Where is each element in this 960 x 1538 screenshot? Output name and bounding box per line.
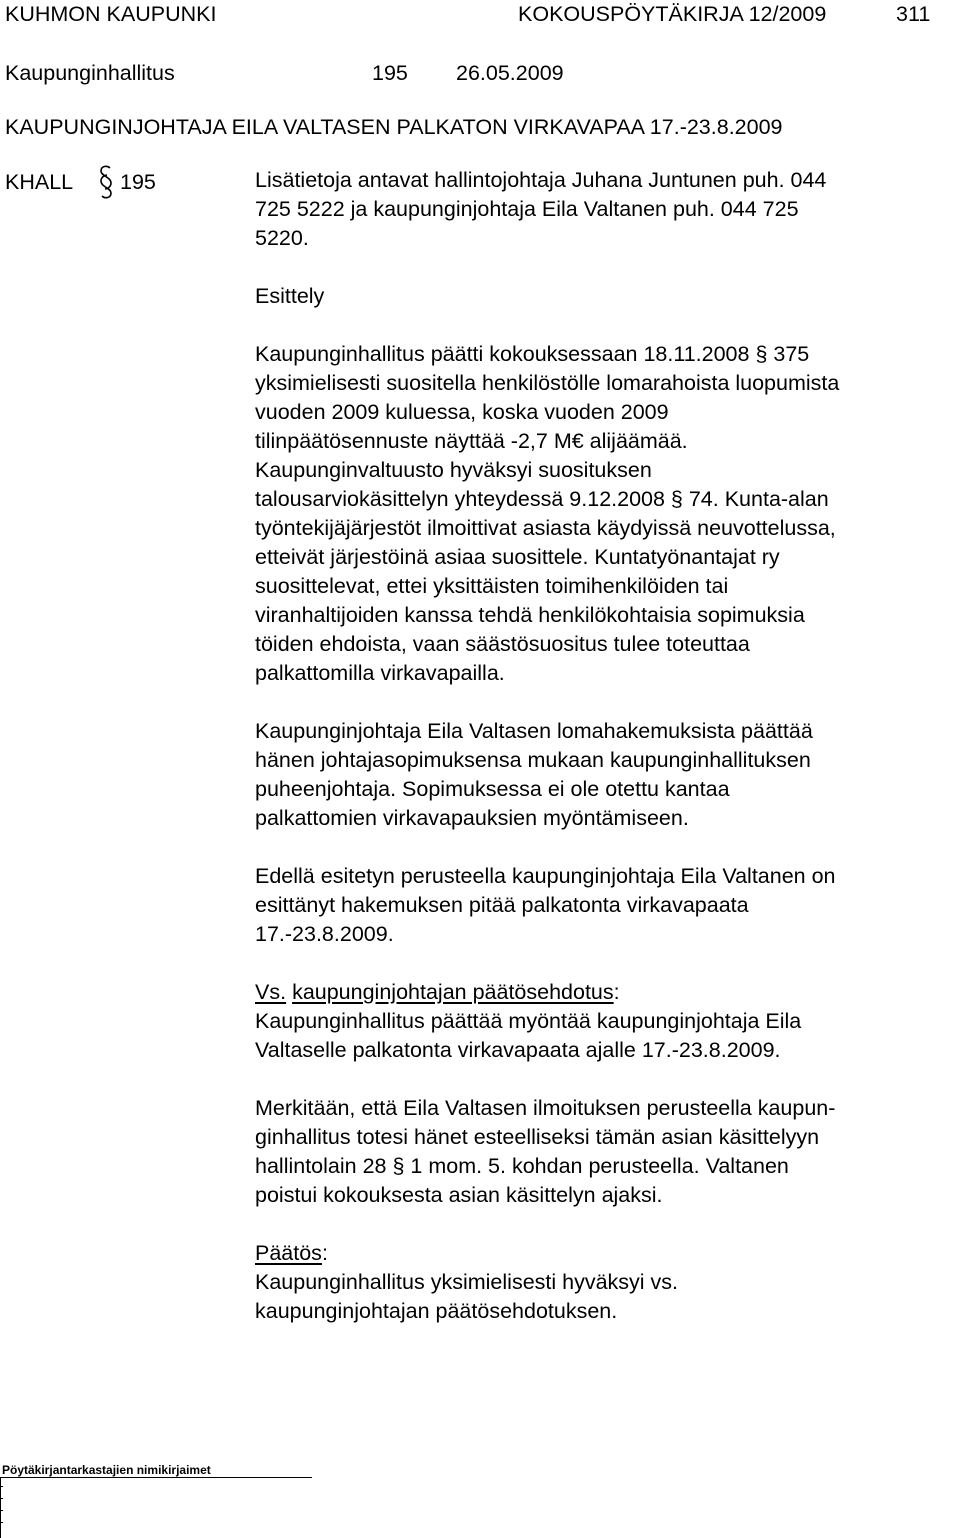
paragraph-line: suosittelevat, ettei yksittäisten toimihenkilöiden tai [255, 574, 729, 598]
info-line: 5220. [255, 226, 309, 250]
paragraph-line: Kaupunginjohtaja Eila Valtasen lomahakemuksista päättää [255, 719, 813, 743]
paragraph-line: Edellä esitetyn perusteella kaupunginjohtaja Eila Valtanen on [255, 864, 836, 888]
paragraph-line: esittänyt hakemuksen pitää palkatonta virkavapaata [255, 893, 749, 917]
paragraph-line: 17.-23.8.2009. [255, 922, 394, 946]
item-title: KAUPUNGINJOHTAJA EILA VALTASEN PALKATON VIRKAVAPAA 17.-23.8.2009 [5, 115, 783, 139]
proposal-heading [255, 978, 955, 1007]
paragraph-line: talousarviokäsittelyn yhteydessä 9.12.2008 § 74. Kunta-alan [255, 487, 829, 511]
signature-tick [0, 1486, 3, 1487]
page-number: 311 [896, 2, 931, 26]
paragraph-line: etteivät järjestöinä asiaa suosittele. Kuntatyönantajat ry [255, 545, 780, 569]
paragraph-line: poistui kokouksesta asian käsittelyn ajaksi. [255, 1183, 663, 1207]
paragraph-line: puheenjohtaja. Sopimuksessa ei ole otettu kantaa [255, 777, 730, 801]
paragraph-line: Merkitään, että Eila Valtasen ilmoituksen perusteella kaupun- [255, 1096, 836, 1120]
meeting-body: Kaupunginhallitus [5, 61, 175, 85]
decision-line: kaupunginjohtajan päätösehdotuksen. [255, 1299, 618, 1323]
section-number: 195 [372, 61, 408, 85]
meeting-date: 26.05.2009 [456, 61, 564, 85]
body-column [255, 166, 955, 1326]
signature-line [0, 1477, 312, 1478]
paragraph-line: työntekijäjärjestöt ilmoittivat asiasta käydyissä neuvottelussa, [255, 516, 836, 540]
paragraph-line: Kaupunginhallitus päätti kokouksessaan 18.11.2008 § 375 [255, 342, 810, 366]
decision-line: Kaupunginhallitus yksimielisesti hyväksyi vs. [255, 1270, 679, 1294]
section-sign-icon [98, 165, 114, 204]
paragraph-line: hänen johtajasopimuksensa mukaan kaupunginhallituksen [255, 748, 811, 772]
paragraph-line: tilinpäätösennuste näyttää -2,7 M€ alijäämää. [255, 429, 688, 453]
signature-box-edge [0, 1478, 1, 1538]
paragraph-line: vuoden 2009 kuluessa, koska vuoden 2009 [255, 400, 669, 424]
signature-tick [0, 1522, 3, 1523]
info-line: 725 5222 ja kaupunginjohtaja Eila Valtanen puh. 044 725 [255, 197, 799, 221]
paragraph-line: palkattomilla virkavapailla. [255, 661, 505, 685]
paragraph-line: töiden ehdoista, vaan säästösuositus tulee toteuttaa [255, 632, 750, 656]
signature-tick [0, 1498, 3, 1499]
decision-colon: : [321, 1241, 328, 1265]
proposal-vs: Vs. [255, 980, 287, 1004]
paragraph-line: hallintolain 28 § 1 mom. 5. kohdan perusteella. Valtanen [255, 1154, 789, 1178]
decision-heading [255, 1239, 955, 1268]
ref-org: KHALL [5, 170, 74, 194]
decision-label: Päätös [255, 1241, 322, 1265]
document-title: KOKOUSPÖYTÄKIRJA 12/2009 [518, 2, 827, 26]
paragraph-line: palkattomien virkavapauksien myöntämiseen. [255, 806, 689, 830]
paragraph-line: Kaupunginvaltuusto hyväksyi suosituksen [255, 458, 652, 482]
signatures-label: Pöytäkirjantarkastajien nimikirjaimet [2, 1463, 211, 1477]
esittely-heading: Esittely [255, 284, 325, 308]
ref-number: 195 [120, 170, 156, 194]
signature-tick [0, 1510, 3, 1511]
info-line: Lisätietoja antavat hallintojohtaja Juhana Juntunen puh. 044 [255, 168, 827, 192]
proposal-colon: : [613, 980, 620, 1004]
proposal-line: Kaupunginhallitus päättää myöntää kaupunginjohtaja Eila [255, 1009, 802, 1033]
proposal-line: Valtaselle palkatonta virkavapaata ajalle 17.-23.8.2009. [255, 1038, 781, 1062]
paragraph-line: yksimielisesti suositella henkilöstölle lomarahoista luopumista [255, 371, 840, 395]
city-name: KUHMON KAUPUNKI [5, 2, 217, 26]
paragraph-line: viranhaltijoiden kanssa tehdä henkilökohtaisia sopimuksia [255, 603, 805, 627]
paragraph-line: ginhallitus totesi hänet esteelliseksi tämän asian käsittelyyn [255, 1125, 820, 1149]
proposal-label: kaupunginjohtajan päätösehdotus [292, 980, 614, 1004]
